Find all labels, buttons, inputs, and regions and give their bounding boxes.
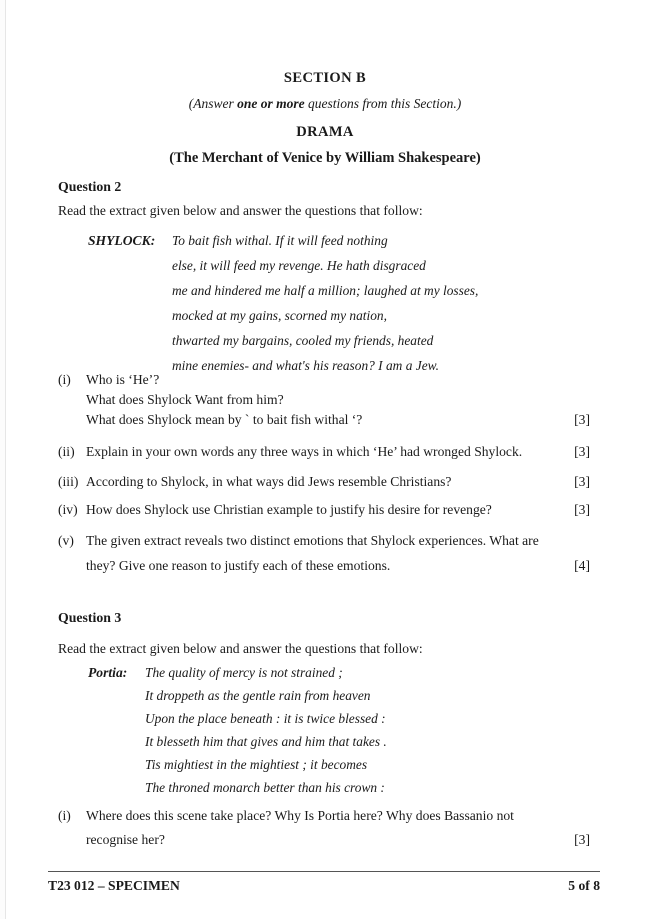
question-2-item-marks: [3] <box>574 412 590 427</box>
question-3-extract-line: It blesseth him that gives and him that takes . <box>145 734 387 749</box>
question-2-lead: Read the extract given below and answer the questions that follow: <box>58 203 423 218</box>
question-2-extract-line: To bait fish withal. If it will feed nothing <box>172 233 388 248</box>
question-2-item-marks: [3] <box>574 502 590 517</box>
footer-page-number: 5 of 8 <box>568 878 600 893</box>
question-3-item-text: Where does this scene take place? Why Is Portia here? Why does Bassanio not <box>86 808 514 823</box>
footer-paper-code: T23 012 – SPECIMEN <box>48 878 180 893</box>
question-2-item-text: Explain in your own words any three ways in which ‘He’ had wronged Shylock. <box>86 444 523 459</box>
question-2-item-text: The given extract reveals two distinct emotions that Shylock experiences. What are <box>86 533 539 548</box>
question-2-item-text: Who is ‘He’? <box>86 372 160 387</box>
question-3-item-marks: [3] <box>574 832 590 847</box>
question-3-heading: Question 3 <box>58 610 122 625</box>
question-2-item-marks: [3] <box>574 474 590 489</box>
question-3-speaker: Portia: <box>88 665 128 680</box>
question-2-item-marks: [3] <box>574 444 590 459</box>
question-3-item-number: (i) <box>58 808 71 823</box>
question-2-item-text: According to Shylock, in what ways did Jews resemble Christians? <box>86 474 452 489</box>
section-instruction-emphasis: one or more <box>237 96 305 111</box>
question-2-item-number: (v) <box>58 533 74 548</box>
section-instruction-pre: (Answer <box>188 96 238 111</box>
question-2-item-number: (i) <box>58 372 71 387</box>
question-2-speaker: SHYLOCK: <box>88 233 156 248</box>
question-2-extract-line: else, it will feed my revenge. He hath disgraced <box>172 258 426 273</box>
question-2-extract-line: thwarted my bargains, cooled my friends, heated <box>172 333 434 348</box>
section-title: SECTION B <box>283 70 367 86</box>
question-2-item-text: they? Give one reason to justify each of these emotions. <box>86 558 391 573</box>
question-2-item-text: What does Shylock Want from him? <box>86 392 284 407</box>
question-2-item-marks: [4] <box>574 558 590 573</box>
question-2-extract-line: mocked at my gains, scorned my nation, <box>172 308 387 323</box>
question-3-extract-line: It droppeth as the gentle rain from heaven <box>145 688 371 703</box>
section-genre: DRAMA <box>296 124 354 140</box>
question-2-item-number: (ii) <box>58 444 75 459</box>
question-2-item-number: (iv) <box>58 502 78 517</box>
question-3-lead: Read the extract given below and answer the questions that follow: <box>58 641 423 656</box>
question-3-extract-line: The quality of mercy is not strained ; <box>145 665 343 680</box>
section-instruction <box>0 96 650 112</box>
footer-divider <box>48 871 600 872</box>
question-3-extract-line: The throned monarch better than his crown : <box>145 780 385 795</box>
question-3-item-text: recognise her? <box>86 832 165 847</box>
question-3-extract-line: Tis mightiest in the mightiest ; it becomes <box>145 757 368 772</box>
question-3-extract-line: Upon the place beneath : it is twice blessed : <box>145 711 386 726</box>
question-2-item-number: (iii) <box>58 474 79 489</box>
question-2-extract-line: me and hindered me half a million; laughed at my losses, <box>172 283 479 298</box>
section-instruction-post: questions from this Section.) <box>304 96 462 111</box>
question-2-item-text: What does Shylock mean by ` to bait fish withal ‘? <box>86 412 363 427</box>
question-2-extract-line: mine enemies- and what's his reason? I am a Jew. <box>172 358 439 373</box>
question-2-heading: Question 2 <box>58 179 122 194</box>
section-play-title: (The Merchant of Venice by William Shakespeare) <box>169 150 481 166</box>
question-2-item-text: How does Shylock use Christian example to justify his desire for revenge? <box>86 502 492 517</box>
